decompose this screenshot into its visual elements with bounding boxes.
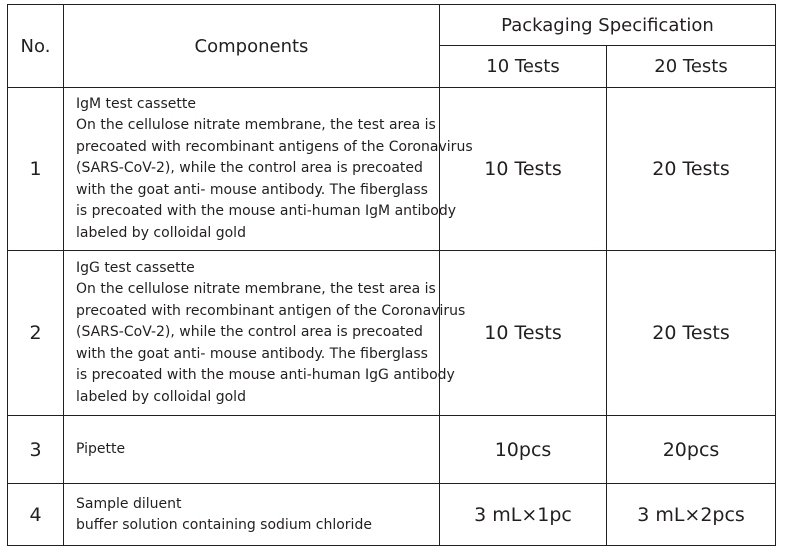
spec-10-value: 10 Tests — [440, 251, 607, 416]
table-row — [8, 484, 776, 546]
row-number: 1 — [8, 88, 64, 251]
spec-20-value: 20 Tests — [607, 88, 776, 251]
component-description — [64, 88, 473, 251]
component-title: Sample diluent — [76, 495, 182, 512]
component-title: IgG test cassette — [76, 259, 195, 276]
spec-20-value: 3 mL×2pcs — [607, 484, 776, 546]
spec-20-tests-header: 20 Tests — [607, 46, 776, 88]
component-line: buffer solution containing sodium chloride — [76, 516, 372, 533]
spec-10-value: 3 mL×1pc — [440, 484, 607, 546]
component-line: (SARS-CoV-2), while the control area is precoated — [76, 160, 423, 177]
component-title: IgM test cassette — [76, 95, 196, 112]
components-header: Components — [64, 5, 440, 88]
component-line: (SARS-CoV-2), while the control area is precoated — [76, 324, 423, 341]
spec-20-value: 20pcs — [607, 416, 776, 484]
component-line: with the goat anti- mouse antibody. The fiberglass — [76, 345, 428, 362]
header-row — [8, 5, 776, 46]
spec-10-value: 10pcs — [440, 416, 607, 484]
component-line: labeled by colloidal gold — [76, 388, 246, 405]
spec-10-tests-header: 10 Tests — [440, 46, 607, 88]
component-line: precoated with recombinant antigen of the Coronavirus — [76, 302, 466, 319]
no-header: No. — [8, 5, 64, 88]
component-line: is precoated with the mouse anti-human IgG antibody — [76, 367, 455, 384]
table-row — [8, 416, 776, 484]
component-line: with the goat anti- mouse antibody. The fiberglass — [76, 181, 428, 198]
spec-20-value: 20 Tests — [607, 251, 776, 416]
component-description — [64, 416, 440, 484]
spec-10-value: 10 Tests — [440, 88, 607, 251]
row-number: 3 — [8, 416, 64, 484]
table-row — [8, 88, 776, 251]
component-line: precoated with recombinant antigens of the Coronavirus — [76, 138, 473, 155]
component-line: On the cellulose nitrate membrane, the test area is — [76, 281, 436, 298]
table-row — [8, 251, 776, 416]
row-number: 2 — [8, 251, 64, 416]
row-number: 4 — [8, 484, 64, 546]
packaging-spec-header: Packaging Specification — [440, 5, 776, 46]
component-line: is precoated with the mouse anti-human IgM antibody — [76, 203, 457, 220]
component-line: On the cellulose nitrate membrane, the test area is — [76, 117, 436, 134]
component-line: labeled by colloidal gold — [76, 224, 246, 241]
component-description — [64, 251, 466, 416]
component-title: Pipette — [76, 441, 126, 457]
components-table — [7, 4, 776, 546]
component-description — [64, 484, 440, 546]
